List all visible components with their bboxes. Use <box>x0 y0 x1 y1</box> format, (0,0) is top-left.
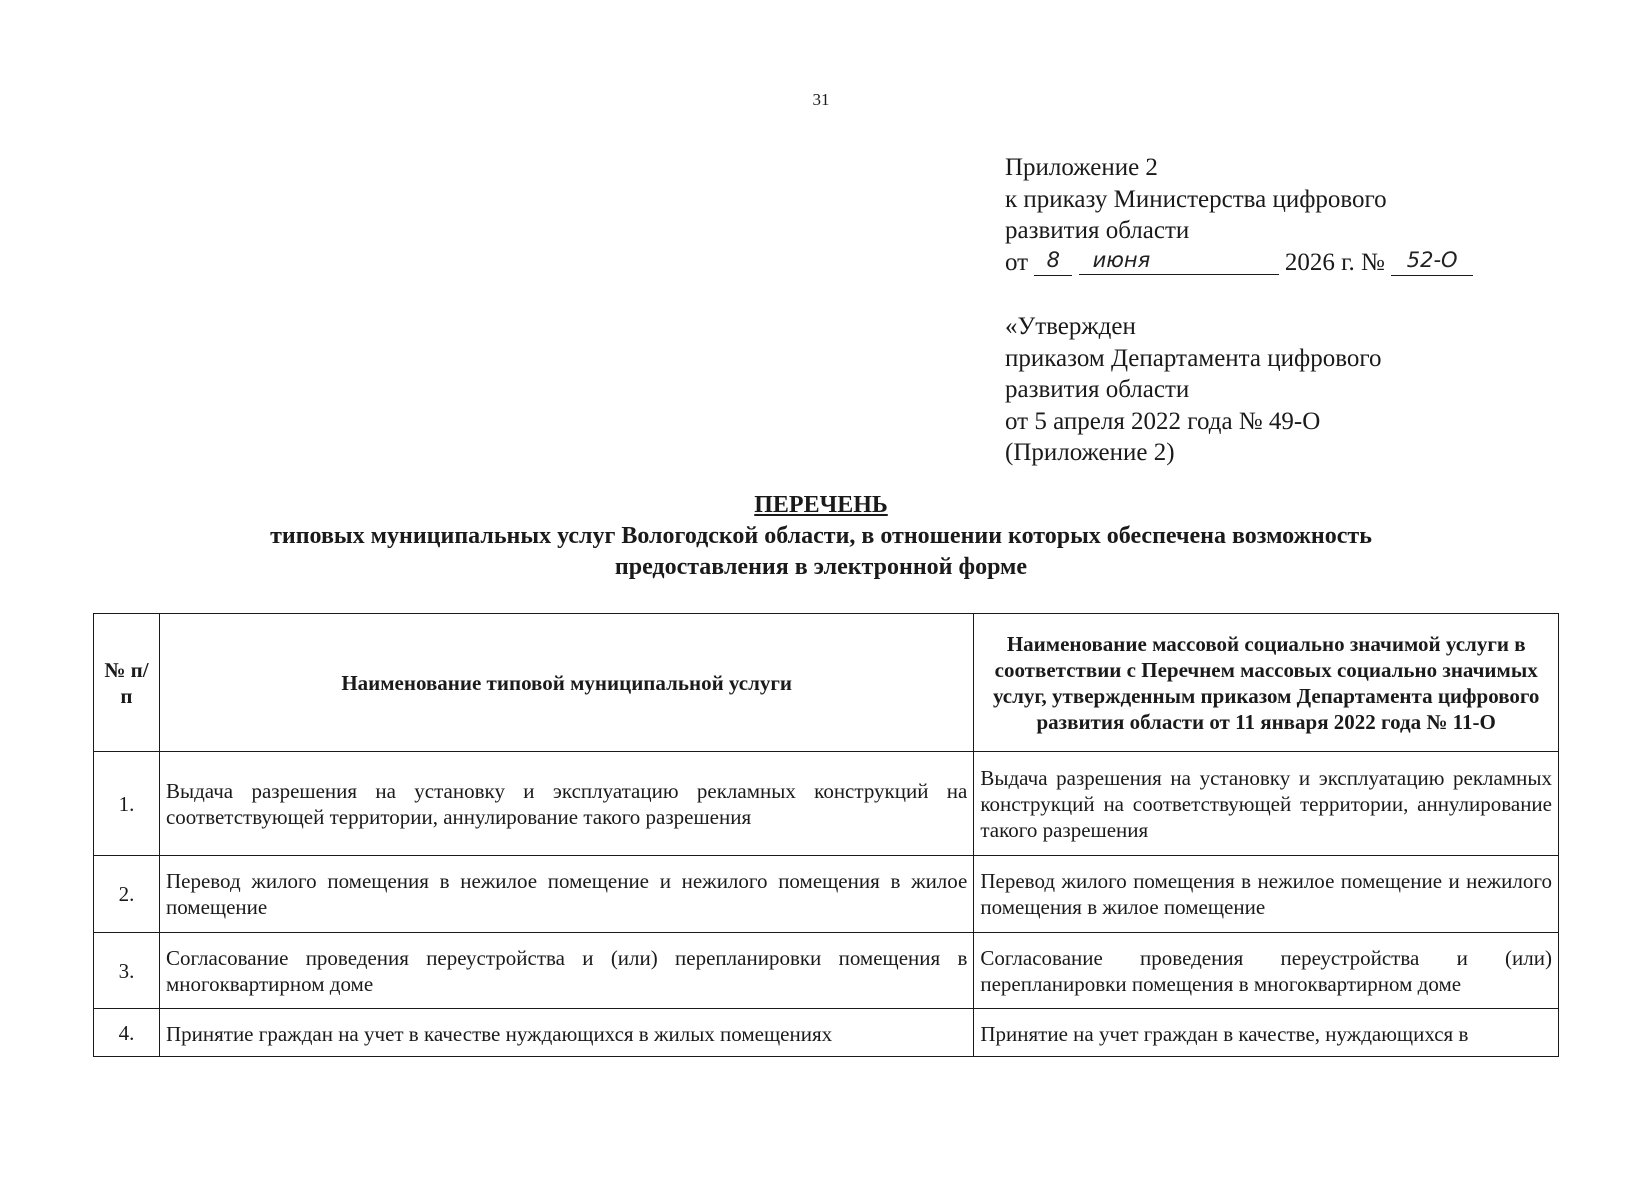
row-mass-service-name: Принятие на учет граждан в качестве, нуждающихся в <box>974 1009 1559 1057</box>
appendix-line: к приказу Министерства цифрового <box>1005 185 1387 213</box>
approved-line: «Утвержден <box>1005 313 1136 340</box>
order-number-handwritten: 52-О <box>1406 247 1458 272</box>
row-num: 4. <box>94 1009 160 1057</box>
row-num: 1. <box>94 752 160 856</box>
row-service-name: Принятие граждан на учет в качестве нуждающихся в жилых помещениях <box>159 1009 973 1057</box>
approved-line: (Приложение 2) <box>1005 439 1175 466</box>
approved-line: от 5 апреля 2022 года № 49-О <box>1005 407 1321 435</box>
row-mass-service-name: Согласование проведения переустройства и (или) перепланировки помещения в многоквартирном доме <box>974 933 1559 1009</box>
date-prefix: от <box>1005 248 1029 276</box>
date-month-handwritten: июня <box>1092 247 1151 272</box>
row-service-name: Согласование проведения переустройства и (или) перепланировки помещения в многоквартирном доме <box>159 933 973 1009</box>
header-mass-service-name: Наименование массовой социально значимой услуги в соответствии с Перечнем массовых социально значимых услуг, утвержденным приказом Департамента цифрового развития области от 11 января 2022 года № 11-О <box>974 614 1559 752</box>
approved-block <box>1005 311 1565 469</box>
table-row <box>94 856 1559 933</box>
approved-line: развития области <box>1005 376 1190 403</box>
date-month-field <box>1079 247 1279 275</box>
approved-line: приказом Департамента цифрового <box>1005 344 1382 372</box>
date-day-handwritten: 8 <box>1046 247 1061 272</box>
table-row <box>94 933 1559 1009</box>
order-date-line <box>1005 247 1565 279</box>
document-title <box>0 490 1642 583</box>
row-num: 2. <box>94 856 160 933</box>
appendix-line: Приложение 2 <box>1005 154 1158 181</box>
row-mass-service-name: Перевод жилого помещения в нежилое помещение и нежилого помещения в жилое помещение <box>974 856 1559 933</box>
row-service-name: Перевод жилого помещения в нежилое помещение и нежилого помещения в жилое помещение <box>159 856 973 933</box>
appendix-block <box>1005 152 1565 278</box>
table-row <box>94 752 1559 856</box>
appendix-line: развития области <box>1005 217 1190 244</box>
title-subtitle-line: предоставления в электронной форме <box>614 554 1028 580</box>
table-row <box>94 1009 1559 1057</box>
title-heading: ПЕРЕЧЕНЬ <box>754 492 888 518</box>
row-num: 3. <box>94 933 160 1009</box>
table-header-row <box>94 614 1559 752</box>
header-num: № п/п <box>94 614 160 752</box>
date-day-field <box>1034 247 1072 276</box>
services-table <box>93 613 1559 1057</box>
page-number: 31 <box>812 90 830 109</box>
date-year-text: 2026 г. № <box>1284 248 1385 276</box>
row-service-name: Выдача разрешения на установку и эксплуатацию рекламных конструкций на соответствующей территории, аннулирование такого разрешения <box>159 752 973 856</box>
header-service-name: Наименование типовой муниципальной услуги <box>159 614 973 752</box>
row-mass-service-name: Выдача разрешения на установку и эксплуатацию рекламных конструкций на соответствующей территории, аннулирование такого разрешения <box>974 752 1559 856</box>
order-number-field <box>1391 247 1473 276</box>
title-subtitle-line: типовых муниципальных услуг Вологодской области, в отношении которых обеспечена возможность <box>270 523 1372 549</box>
